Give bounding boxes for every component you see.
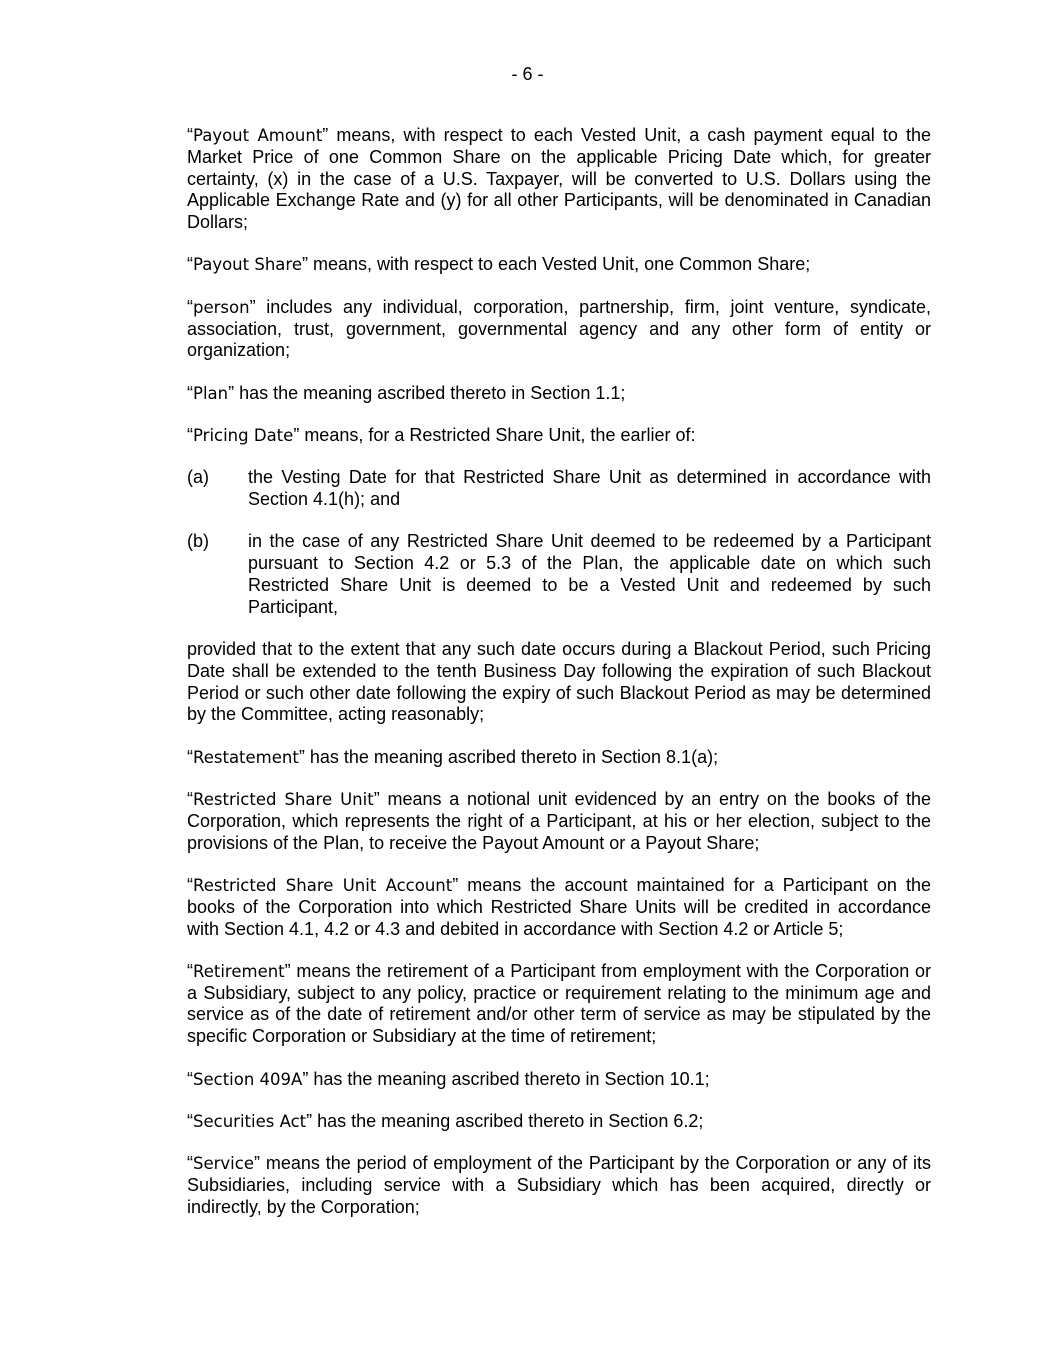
definition-text: means a notional unit evidenced by an entry on the books of the Corporation, which represents the right of a Participant, at his or her election, subject to the provisions of the Plan, to receive the Payout Amount or a Payout Share; bbox=[187, 789, 931, 853]
definition-text: means the account maintained for a Participant on the books of the Corporation into which Restricted Share Units will be credited in accordance with Section 4.1, 4.2 or 4.3 and debited in accordance with Section 4.2 or Article 5; bbox=[187, 874, 931, 939]
definition-text: means, for a Restricted Share Unit, the earlier of: bbox=[299, 424, 696, 445]
defined-term: person bbox=[193, 297, 250, 317]
defined-term: Service bbox=[193, 1154, 254, 1174]
list-item-label: (b) bbox=[187, 531, 209, 552]
definition-restricted-share-unit-account: “Restricted Share Unit Account” means the account maintained for a Participant on the books of the Corporation into which Restricted Share Units will be credited in accordance with Section 4.1, 4.2 or 4.3 and debited in accordance with Section 4.2 or Article 5; bbox=[187, 874, 931, 939]
definition-text: has the meaning ascribed thereto in Section 10.1; bbox=[308, 1068, 710, 1089]
definition-service: “Service” means the period of employment of the Participant by the Corporation or any of its Subsidiaries, including service with a Subsidiary which has been acquired, directly or indirectly, by the Corporation; bbox=[187, 1153, 931, 1217]
defined-term: Pricing Date bbox=[193, 425, 294, 445]
definition-text: has the meaning ascribed thereto in Section 6.2; bbox=[312, 1110, 704, 1131]
definition-restricted-share-unit: “Restricted Share Unit” means a notional unit evidenced by an entry on the books of the Corporation, which represents the right of a Participant, at his or her election, subject to the provisions of the Plan, to receive the Payout Amount or a Payout Share; bbox=[187, 789, 931, 853]
definition-text: means, with respect to each Vested Unit, one Common Share; bbox=[307, 254, 811, 275]
definition-text: includes any individual, corporation, partnership, firm, joint venture, syndicate, association, trust, government, governmental agency and any other form of entity or organization; bbox=[187, 296, 931, 361]
page-number: - 6 - bbox=[511, 64, 544, 84]
list-item-text: the Vesting Date for that Restricted Share Unit as determined in accordance with Section 4.1(h); and bbox=[248, 467, 931, 510]
defined-term: Payout Amount bbox=[193, 126, 323, 145]
defined-term: Plan bbox=[193, 383, 229, 403]
defined-term: Restricted Share Unit bbox=[193, 790, 374, 810]
proviso-paragraph: provided that to the extent that any such date occurs during a Blackout Period, such Pricing Date shall be extended to the tenth Business Day following the expiration of such Blackout Period or such other date following the expiry of such Blackout Period as may be determined by the Committee, acting reasonably; bbox=[187, 639, 931, 725]
definition-section-409a: “Section 409A” has the meaning ascribed thereto in Section 10.1; bbox=[187, 1068, 710, 1089]
definition-pricing-date: “Pricing Date” means, for a Restricted Share Unit, the earlier of: bbox=[187, 424, 696, 445]
list-item-label: (a) bbox=[187, 467, 209, 488]
definition-text: has the meaning ascribed thereto in Section 1.1; bbox=[234, 382, 626, 403]
definition-text: means, with respect to each Vested Unit, a cash payment equal to the Market Price of one Common Share on the applicable Pricing Date which, for greater certainty, (x) in the case of a U.S. Taxpayer, will be converted to U.S. Dollars using the Applicable Exchange Rate and (y) for all other Participants, will be denominated in Canadian Dollars; bbox=[187, 125, 931, 233]
definition-retirement: “Retirement” means the retirement of a Participant from employment with the Corporation or a Subsidiary, subject to any policy, practice or requirement relating to the minimum age and service as of the date of retirement and/or other term of service as may be stipulated by the specific Corporation or Subsidiary at the time of retirement; bbox=[187, 960, 931, 1047]
defined-term: Restatement bbox=[193, 747, 299, 767]
defined-term: Retirement bbox=[193, 961, 285, 981]
definition-securities-act: “Securities Act” has the meaning ascribed thereto in Section 6.2; bbox=[187, 1110, 704, 1131]
defined-term: Section 409A bbox=[193, 1069, 303, 1089]
definition-text: means the period of employment of the Participant by the Corporation or any of its Subsidiaries, including service with a Subsidiary which has been acquired, directly or indirectly, by the Corporation; bbox=[187, 1153, 931, 1217]
definition-text: means the retirement of a Participant from employment with the Corporation or a Subsidiary, subject to any policy, practice or requirement relating to the minimum age and service as of the date of retirement and/or other term of service as may be stipulated by the specific Corporation or Subsidiary at the time of retirement; bbox=[187, 960, 931, 1047]
definition-person: “person” includes any individual, corporation, partnership, firm, joint venture, syndicate, association, trust, government, governmental agency and any other form of entity or organization; bbox=[187, 296, 931, 361]
defined-term: Restricted Share Unit Account bbox=[193, 875, 453, 895]
list-item-text: in the case of any Restricted Share Unit deemed to be redeemed by a Participant pursuant to Section 4.2 or 5.3 of the Plan, the applicable date on which such Restricted Share Unit is deemed to be a Vested Unit and redeemed by such Participant, bbox=[248, 531, 931, 617]
definition-restatement: “Restatement” has the meaning ascribed thereto in Section 8.1(a); bbox=[187, 746, 719, 767]
definition-text: has the meaning ascribed thereto in Section 8.1(a); bbox=[304, 746, 719, 767]
definitions-body bbox=[187, 125, 931, 1239]
list-item-b bbox=[187, 531, 931, 618]
defined-term: Securities Act bbox=[193, 1111, 307, 1131]
defined-term: Payout Share bbox=[193, 255, 302, 275]
definition-plan: “Plan” has the meaning ascribed thereto in Section 1.1; bbox=[187, 382, 626, 403]
list-item-a bbox=[187, 467, 931, 511]
definition-payout-share: “Payout Share” means, with respect to each Vested Unit, one Common Share; bbox=[187, 254, 811, 275]
definition-payout-amount: “Payout Amount” means, with respect to each Vested Unit, a cash payment equal to the Market Price of one Common Share on the applicable Pricing Date which, for greater certainty, (x) in the case of a U.S. Taxpayer, will be converted to U.S. Dollars using the Applicable Exchange Rate and (y) for all other Participants, will be denominated in Canadian Dollars; bbox=[187, 125, 931, 233]
